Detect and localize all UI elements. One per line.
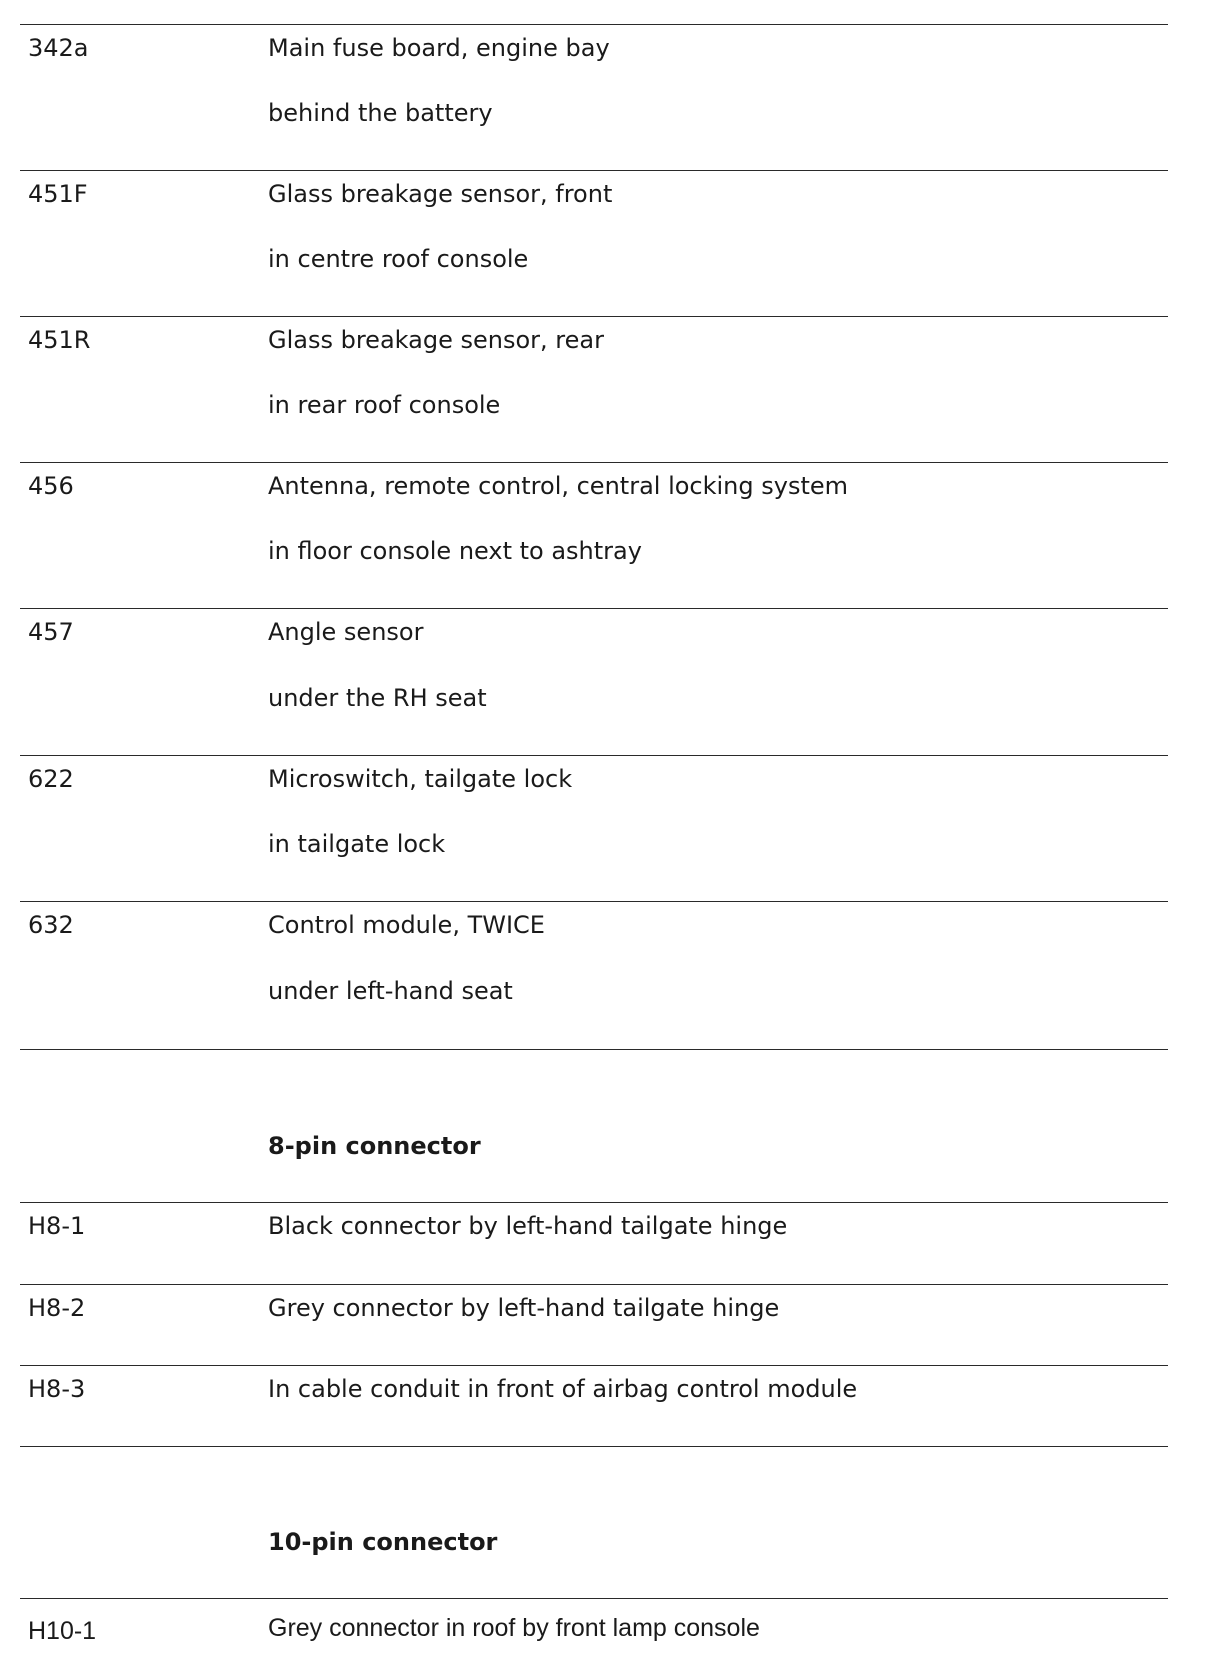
- table-row-code: 457: [28, 618, 74, 646]
- table-rule: [20, 1049, 1168, 1050]
- table-rule: [20, 901, 1168, 902]
- table-row-description: Glass breakage sensor, front: [268, 180, 613, 208]
- table-rule: [20, 755, 1168, 756]
- table-rule: [20, 170, 1168, 171]
- table-rule: [20, 1446, 1168, 1447]
- table-row-location: in tailgate lock: [268, 830, 446, 858]
- table-row-code: 451F: [28, 180, 88, 208]
- table-row-description: Grey connector in roof by front lamp console: [268, 1614, 760, 1642]
- table-rule: [20, 608, 1168, 609]
- table-row-code: H8-2: [28, 1294, 86, 1322]
- table-rule: [20, 462, 1168, 463]
- table-row-location: under left-hand seat: [268, 977, 513, 1005]
- table-row-description: Microswitch, tailgate lock: [268, 765, 573, 793]
- table-row-description: Black connector by left-hand tailgate hinge: [268, 1212, 788, 1240]
- table-row-code: 342a: [28, 34, 89, 62]
- table-row-description: Angle sensor: [268, 618, 424, 646]
- table-row-description: Main fuse board, engine bay: [268, 34, 610, 62]
- table-row-location: in centre roof console: [268, 245, 529, 273]
- table-row-location: under the RH seat: [268, 684, 487, 712]
- table-rule: [20, 1365, 1168, 1366]
- table-row-description: In cable conduit in front of airbag control module: [268, 1375, 858, 1403]
- table-row-code: H8-3: [28, 1375, 86, 1403]
- table-row-code: 451R: [28, 326, 91, 354]
- table-row-code: 622: [28, 765, 74, 793]
- section-heading: 10-pin connector: [268, 1528, 498, 1556]
- table-row-description: Grey connector by left-hand tailgate hinge: [268, 1294, 780, 1322]
- table-row-code: H8-1: [28, 1212, 86, 1240]
- table-row-description: Glass breakage sensor, rear: [268, 326, 604, 354]
- table-row-code: 632: [28, 911, 74, 939]
- table-row-location: behind the battery: [268, 99, 493, 127]
- table-rule: [20, 24, 1168, 25]
- table-row-location: in floor console next to ashtray: [268, 537, 642, 565]
- table-row-code: H10-1: [28, 1617, 97, 1645]
- table-row-code: 456: [28, 472, 74, 500]
- table-row-description: Control module, TWICE: [268, 911, 545, 939]
- table-rule: [20, 316, 1168, 317]
- table-row-description: Antenna, remote control, central locking system: [268, 472, 849, 500]
- table-rule: [20, 1202, 1168, 1203]
- table-row-location: in rear roof console: [268, 391, 501, 419]
- section-heading: 8-pin connector: [268, 1132, 481, 1160]
- table-rule: [20, 1598, 1168, 1599]
- table-rule: [20, 1284, 1168, 1285]
